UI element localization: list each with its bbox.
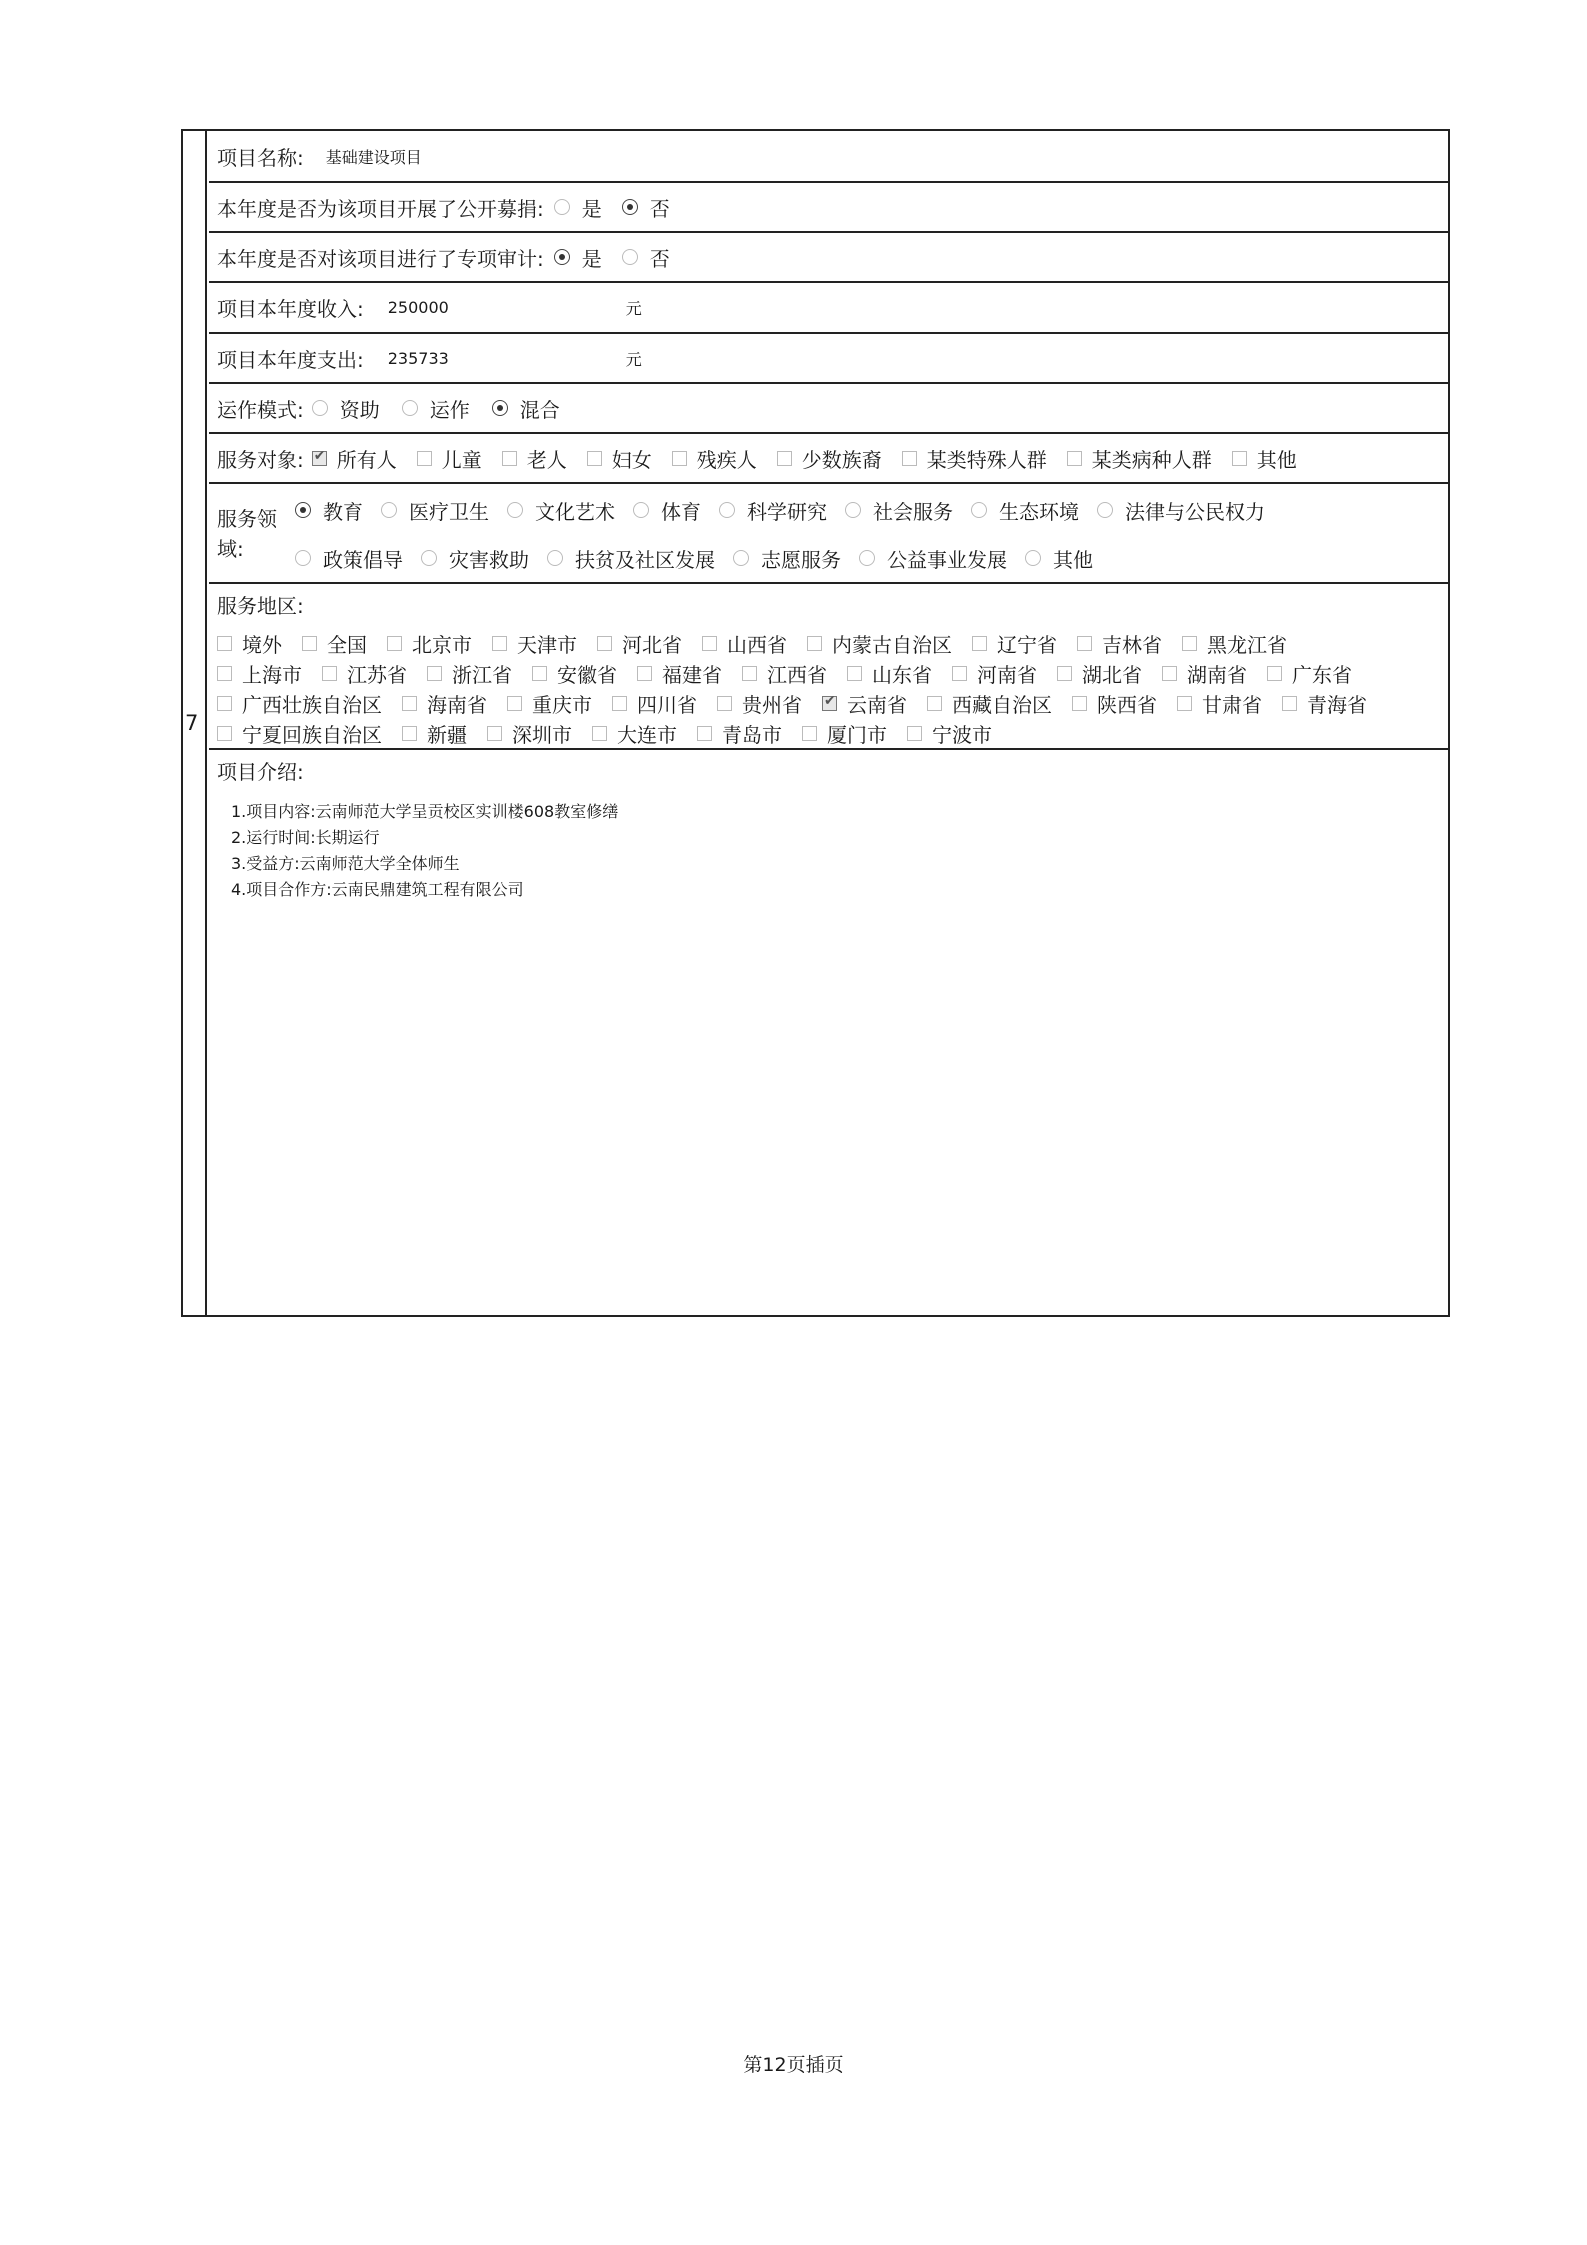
checkbox-icon — [492, 636, 507, 651]
service-fields-label: 服务领 域: — [217, 507, 277, 561]
region-option[interactable]: 吉林省 — [1077, 629, 1162, 658]
target-women[interactable]: 妇女 — [587, 444, 652, 473]
radio-selected-icon — [554, 249, 570, 265]
region-option[interactable]: 上海市 — [217, 659, 302, 688]
operation-mode-row — [209, 384, 1448, 434]
checkbox-icon — [847, 666, 862, 681]
checkbox-icon — [532, 666, 547, 681]
field-healthcare[interactable]: 医疗卫生 — [381, 496, 489, 525]
checkbox-icon — [952, 666, 967, 681]
expense-unit: 元 — [625, 349, 642, 369]
radio-icon — [547, 550, 563, 566]
region-option[interactable]: 内蒙古自治区 — [807, 629, 952, 658]
expense-label: 项目本年度支出: — [217, 347, 364, 372]
target-elderly[interactable]: 老人 — [502, 444, 567, 473]
expense-value[interactable]: 235733 — [387, 348, 449, 368]
project-intro-row — [209, 750, 1448, 1317]
region-option[interactable]: 北京市 — [387, 629, 472, 658]
region-option[interactable]: 河南省 — [952, 659, 1037, 688]
project-form — [181, 129, 1450, 1317]
checkbox-checked-icon — [312, 451, 327, 466]
page-footer: 第12页插页 — [743, 2054, 844, 2076]
region-option[interactable]: 福建省 — [637, 659, 722, 688]
checkbox-icon — [322, 666, 337, 681]
form-rows — [209, 131, 1448, 1315]
checkbox-icon — [742, 666, 757, 681]
checkbox-icon — [417, 451, 432, 466]
checkbox-icon — [487, 726, 502, 741]
checkbox-icon — [1077, 636, 1092, 651]
service-regions-grid — [217, 628, 1448, 748]
field-sports[interactable]: 体育 — [633, 496, 701, 525]
field-culture-arts[interactable]: 文化艺术 — [507, 496, 615, 525]
checkbox-icon — [1057, 666, 1072, 681]
region-option[interactable]: 辽宁省 — [972, 629, 1057, 658]
checkbox-icon — [802, 726, 817, 741]
target-special-groups[interactable]: 某类特殊人群 — [902, 444, 1047, 473]
checkbox-icon — [402, 726, 417, 741]
checkbox-icon — [672, 451, 687, 466]
field-social-services[interactable]: 社会服务 — [845, 496, 953, 525]
checkbox-icon — [1182, 636, 1197, 651]
region-option[interactable]: 湖南省 — [1162, 659, 1247, 688]
income-value[interactable]: 250000 — [387, 298, 449, 317]
field-other[interactable]: 其他 — [1025, 544, 1093, 573]
checkbox-icon — [217, 636, 232, 651]
region-option[interactable]: 甘肃省 — [1177, 689, 1262, 718]
checkbox-icon — [502, 451, 517, 466]
expense-row — [209, 334, 1448, 384]
region-option[interactable]: 境外 — [217, 629, 282, 658]
region-option[interactable]: 海南省 — [402, 689, 487, 718]
income-row — [209, 283, 1448, 334]
project-intro-label: 项目介绍: — [217, 760, 304, 784]
checkbox-icon — [1232, 451, 1247, 466]
radio-icon — [312, 400, 328, 416]
region-option[interactable]: 黑龙江省 — [1182, 629, 1287, 658]
checkbox-icon — [1072, 696, 1087, 711]
region-option[interactable]: 新疆 — [402, 719, 467, 748]
region-option[interactable]: 深圳市 — [487, 719, 572, 748]
radio-icon — [859, 550, 875, 566]
radio-icon — [421, 550, 437, 566]
target-disease-groups[interactable]: 某类病种人群 — [1067, 444, 1212, 473]
checkbox-icon — [1267, 666, 1282, 681]
service-targets-label: 服务对象: — [217, 447, 304, 472]
target-ethnic-minorities[interactable]: 少数族裔 — [777, 444, 882, 473]
region-option[interactable]: 宁波市 — [907, 719, 992, 748]
region-option[interactable]: 贵州省 — [717, 689, 802, 718]
region-option[interactable]: 安徽省 — [532, 659, 617, 688]
checkbox-icon — [702, 636, 717, 651]
checkbox-icon — [1067, 451, 1082, 466]
income-label: 项目本年度收入: — [217, 297, 364, 321]
special-audit-yes[interactable]: 是 — [554, 243, 602, 272]
region-option[interactable]: 大连市 — [592, 719, 677, 748]
public-fundraising-no[interactable]: 否 — [622, 193, 670, 222]
region-option[interactable]: ✔ 云南省 — [822, 689, 907, 718]
radio-icon — [1025, 550, 1041, 566]
radio-icon — [295, 550, 311, 566]
target-all[interactable]: ✔ 所有人 — [312, 444, 397, 473]
service-targets-row — [209, 434, 1448, 484]
checkbox-icon — [427, 666, 442, 681]
target-children[interactable]: 儿童 — [417, 444, 482, 473]
checkbox-checked-icon — [822, 696, 837, 711]
project-name-value: 基础建设项目 — [325, 147, 422, 167]
checkbox-icon — [1282, 696, 1297, 711]
service-fields-row — [209, 484, 1448, 584]
field-volunteer[interactable]: 志愿服务 — [733, 544, 841, 573]
region-row — [217, 718, 1448, 748]
operation-mode-funding[interactable]: 资助 — [312, 394, 380, 423]
checkbox-icon — [507, 696, 522, 711]
target-other[interactable]: 其他 — [1232, 444, 1297, 473]
field-law-civil-rights[interactable]: 法律与公民权力 — [1097, 496, 1265, 525]
checkbox-icon — [972, 636, 987, 651]
region-option[interactable]: 厦门市 — [802, 719, 887, 748]
field-policy-advocacy[interactable]: 政策倡导 — [295, 544, 403, 573]
special-audit-label: 本年度是否对该项目进行了专项审计: — [217, 246, 544, 271]
radio-selected-icon — [492, 400, 508, 416]
checkbox-icon — [1177, 696, 1192, 711]
operation-mode-operation[interactable]: 运作 — [402, 394, 470, 423]
radio-icon — [554, 199, 570, 215]
project-name-row — [209, 131, 1448, 183]
intro-line: 4.项目合作方:云南民鼎建筑工程有限公司 — [231, 880, 524, 899]
radio-icon — [971, 502, 987, 518]
radio-icon — [622, 249, 638, 265]
checkbox-icon — [612, 696, 627, 711]
region-option[interactable]: 西藏自治区 — [927, 689, 1052, 718]
checkbox-icon — [907, 726, 922, 741]
region-option[interactable]: 宁夏回族自治区 — [217, 719, 382, 748]
region-option[interactable]: 青岛市 — [697, 719, 782, 748]
radio-icon — [507, 502, 523, 518]
public-fundraising-label: 本年度是否为该项目开展了公开募捐: — [217, 196, 544, 221]
field-poverty-community[interactable]: 扶贫及社区发展 — [547, 544, 715, 573]
checkbox-icon — [777, 451, 792, 466]
region-row — [217, 628, 1448, 658]
region-option[interactable]: 青海省 — [1282, 689, 1367, 718]
project-name-label: 项目名称: — [217, 145, 304, 170]
service-regions-row — [209, 584, 1448, 750]
region-row — [217, 658, 1448, 688]
checkbox-icon — [807, 636, 822, 651]
region-option[interactable]: 河北省 — [597, 629, 682, 658]
intro-line: 3.受益方:云南师范大学全体师生 — [231, 854, 460, 873]
checkbox-icon — [592, 726, 607, 741]
operation-mode-label: 运作模式: — [217, 397, 304, 422]
checkbox-icon — [637, 666, 652, 681]
region-row — [217, 688, 1448, 718]
special-audit-row — [209, 233, 1448, 283]
region-option[interactable]: 湖北省 — [1057, 659, 1142, 688]
radio-icon — [733, 550, 749, 566]
radio-icon — [845, 502, 861, 518]
field-public-welfare[interactable]: 公益事业发展 — [859, 544, 1007, 573]
field-ecology[interactable]: 生态环境 — [971, 496, 1079, 525]
radio-selected-icon — [295, 502, 311, 518]
radio-icon — [1097, 502, 1113, 518]
public-fundraising-yes[interactable]: 是 — [554, 193, 602, 222]
radio-icon — [633, 502, 649, 518]
region-option[interactable]: 浙江省 — [427, 659, 512, 688]
checkbox-icon — [697, 726, 712, 741]
service-regions-label: 服务地区: — [217, 594, 304, 618]
intro-line: 1.项目内容:云南师范大学呈贡校区实训楼608教室修缮 — [231, 802, 619, 821]
service-fields-line-1 — [295, 494, 1265, 526]
row-number: 7 — [185, 711, 199, 735]
checkbox-icon — [717, 696, 732, 711]
checkbox-icon — [217, 696, 232, 711]
region-option[interactable]: 广东省 — [1267, 659, 1352, 688]
region-option[interactable]: 江西省 — [742, 659, 827, 688]
checkbox-icon — [1162, 666, 1177, 681]
service-fields-line-2 — [295, 542, 1093, 574]
region-option[interactable]: 四川省 — [612, 689, 697, 718]
region-option[interactable]: 陕西省 — [1072, 689, 1157, 718]
special-audit-no[interactable]: 否 — [622, 243, 670, 272]
region-option[interactable]: 重庆市 — [507, 689, 592, 718]
region-option[interactable]: 广西壮族自治区 — [217, 689, 382, 718]
intro-line: 2.运行时间:长期运行 — [231, 828, 380, 847]
radio-icon — [402, 400, 418, 416]
checkbox-icon — [597, 636, 612, 651]
income-unit: 元 — [625, 299, 642, 318]
checkbox-icon — [902, 451, 917, 466]
region-option[interactable]: 山东省 — [847, 659, 932, 688]
radio-icon — [719, 502, 735, 518]
checkbox-icon — [302, 636, 317, 651]
project-intro-text — [217, 799, 1448, 903]
checkbox-icon — [927, 696, 942, 711]
row-number-column — [183, 131, 207, 1315]
region-option[interactable]: 天津市 — [492, 629, 577, 658]
radio-selected-icon — [622, 199, 638, 215]
field-disaster-relief[interactable]: 灾害救助 — [421, 544, 529, 573]
checkbox-icon — [217, 726, 232, 741]
checkbox-icon — [387, 636, 402, 651]
public-fundraising-row — [209, 183, 1448, 233]
field-research[interactable]: 科学研究 — [719, 496, 827, 525]
field-education[interactable]: 教育 — [295, 496, 363, 525]
region-option[interactable]: 山西省 — [702, 629, 787, 658]
region-option[interactable]: 江苏省 — [322, 659, 407, 688]
target-disabled[interactable]: 残疾人 — [672, 444, 757, 473]
region-option[interactable]: 全国 — [302, 629, 367, 658]
checkbox-icon — [217, 666, 232, 681]
checkbox-icon — [587, 451, 602, 466]
operation-mode-mixed[interactable]: 混合 — [492, 394, 560, 423]
checkbox-icon — [402, 696, 417, 711]
radio-icon — [381, 502, 397, 518]
